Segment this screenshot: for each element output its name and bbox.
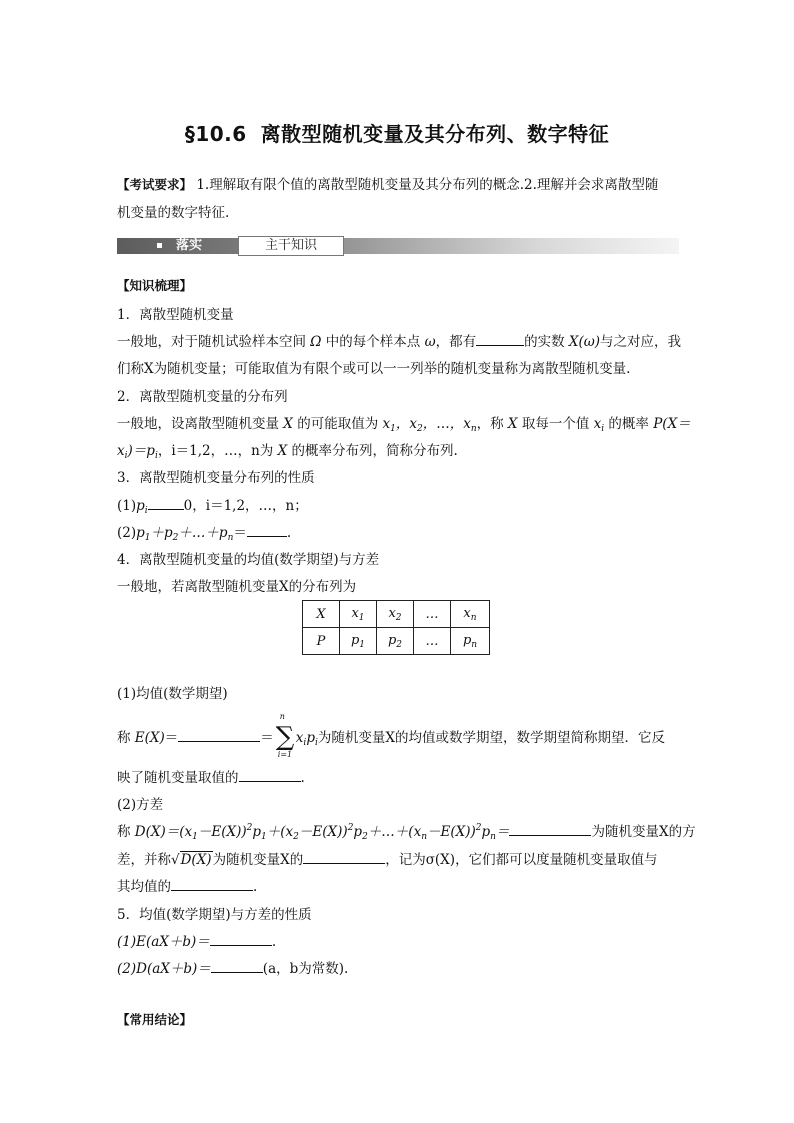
section-title: 离散型随机变量及其分布列、数字特征 — [260, 122, 610, 146]
table-cell: … — [414, 628, 451, 655]
s3-title: 3．离散型随机变量分布列的性质 — [117, 470, 315, 486]
blank-unique — [476, 331, 524, 346]
var-paragraph-line1: 称 $D(X)=(x_1-E(X))^2p_1+(x_2-E(X))^2p_2+\dots+(x_n-E(X))^2p_n=$ 为随机变量X的方 — [117, 823, 696, 842]
requirement-tag: 【考试要求】 — [117, 177, 193, 192]
summation-icon: n ∑ i=1 — [275, 712, 295, 759]
s5-item-1: (1)E(aX＋b)＝ . — [117, 930, 276, 950]
s1-paragraph-line1: 一般地，对于随机试验样本空间 Ω 中的每个样本点 ω，都有 的实数 X(ω)与之对应，我 — [117, 330, 681, 350]
banner-right-box: 主干知识 — [238, 236, 344, 256]
requirement-text-1: 1.理解取有限个值的离散型随机变量及其分布列的概念.2.理解并会求离散型随 — [196, 177, 659, 193]
blank-sum — [247, 522, 287, 537]
var-paragraph-line2: 差，并称√D(X)为随机变量X的 ，记为σ(X)，它们都可以度量随机变量取值与 — [117, 848, 658, 868]
table-cell: $x_2$ — [377, 601, 414, 628]
blank-std — [303, 849, 385, 864]
blank-avg-level — [239, 767, 301, 782]
s3-item-1: $(1)p_i$ 0，i＝1,2，…，n； — [117, 494, 308, 516]
table-cell: $p_2$ — [377, 628, 414, 655]
s4-paragraph: 一般地，若离散型随机变量X的分布列为 — [117, 579, 357, 595]
knowledge-heading: 【知识梳理】 — [117, 278, 193, 293]
blank-mean — [178, 727, 260, 742]
table-cell: X — [303, 601, 340, 628]
requirement-text-2: 机变量的数字特征. — [117, 205, 230, 221]
s1-paragraph-line2: 们称X为随机变量；可能取值为有限个或可以一一列举的随机变量称为离散型随机变量. — [117, 361, 631, 377]
s2-title: 2．离散型随机变量的分布列 — [117, 389, 288, 405]
var-title: (2)方差 — [117, 797, 164, 813]
table-row — [303, 601, 490, 628]
distribution-table — [302, 600, 490, 655]
s1-title: 1．离散型随机变量 — [117, 307, 234, 323]
page-title — [0, 118, 794, 147]
exam-requirement — [117, 171, 679, 227]
s5-title: 5．均值(数学期望)与方差的性质 — [117, 907, 312, 923]
table-cell: $x_n$ — [451, 601, 490, 628]
conclusion-heading: 【常用结论】 — [117, 1012, 193, 1027]
blank-variance — [509, 821, 591, 836]
var-paragraph-line3: 其均值的 . — [117, 875, 257, 895]
section-number: §10.6 — [184, 122, 247, 146]
s5-item-2: (2)D(aX＋b)＝ (a，b为常数). — [117, 957, 348, 977]
table-cell: P — [303, 628, 340, 655]
mean-paragraph-line1: 称 E(X)＝ ＝ n ∑ i=1 $x_ip_i$为随机变量X的均值或数学期望，数学期望简称期望．它反 — [117, 712, 665, 759]
banner-left — [157, 238, 202, 254]
s2-paragraph-line2: $x_i)=p_i$，i＝1,2，…，n为 X 的概率分布列，简称分布列. — [117, 443, 458, 461]
banner-left-label: 落实 — [176, 238, 203, 253]
blank-linear-var — [211, 958, 263, 973]
table-cell: … — [414, 601, 451, 628]
mean-title: (1)均值(数学期望) — [117, 686, 228, 702]
section-banner — [117, 236, 679, 256]
table-cell: $x_1$ — [340, 601, 377, 628]
blank-linear-mean — [210, 931, 272, 946]
blank-nonneg — [148, 495, 184, 510]
square-bullet-icon — [157, 243, 162, 248]
table-cell: $p_n$ — [451, 628, 490, 655]
s4-title: 4．离散型随机变量的均值(数学期望)与方差 — [117, 552, 380, 568]
table-cell: $p_1$ — [340, 628, 377, 655]
mean-paragraph-line2: 映了随机变量取值的 . — [117, 766, 305, 786]
table-row — [303, 628, 490, 655]
blank-deviation — [171, 876, 253, 891]
s2-paragraph-line1: 一般地，设离散型随机变量 X 的可能取值为 $x_1$，$x_2$，…，$x_n$，称 X 取每一个值 $x_i$ 的概率 P(X＝ — [117, 416, 691, 434]
s3-item-2: $(2)p_1+p_2+\dots+p_n=$ . — [117, 521, 291, 543]
